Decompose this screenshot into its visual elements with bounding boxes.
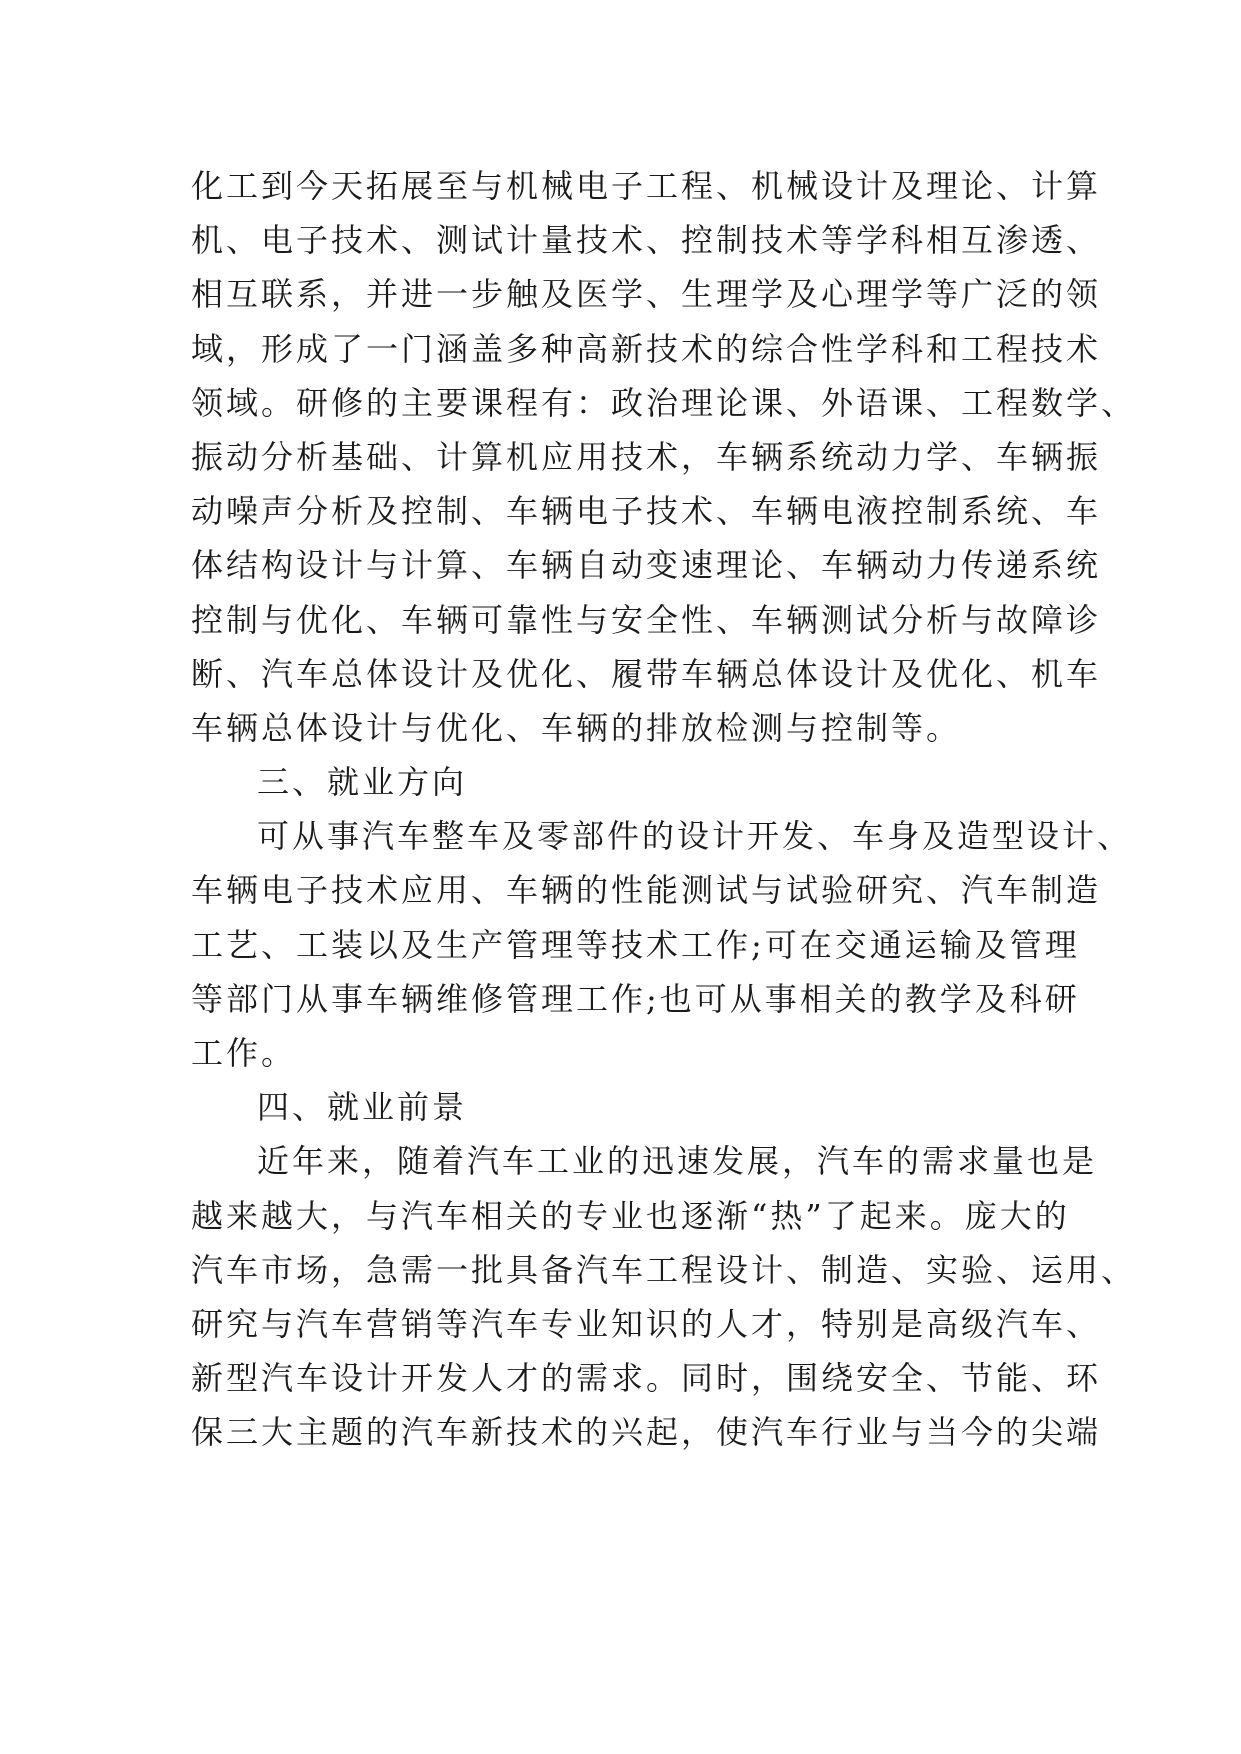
text-line: 越来越大，与汽车相关的专业也逐渐“热”了起来。庞大的: [191, 1196, 1070, 1235]
text-line: 机、电子技术、测试计量技术、控制技术等学科相互渗透、: [191, 221, 1102, 260]
text-line: 等部门从事车辆维修管理工作;也可从事相关的教学及科研: [191, 979, 1080, 1018]
text-line: 汽车市场，急需一批具备汽车工程设计、制造、实验、运用、: [191, 1250, 1137, 1289]
text-line: 车辆电子技术应用、车辆的性能测试与试验研究、汽车制造: [191, 871, 1102, 910]
text-line: 断、汽车总体设计及优化、履带车辆总体设计及优化、机车: [191, 654, 1102, 693]
text-line: 领域。研修的主要课程有：政治理论课、外语课、工程数学、: [191, 383, 1137, 422]
text-line: 研究与汽车营销等汽车专业知识的人才，特别是高级汽车、: [191, 1304, 1102, 1343]
text-line: 化工到今天拓展至与机械电子工程、机械设计及理论、计算: [191, 167, 1102, 205]
text-line: 相互联系，并进一步触及医学、生理学及心理学等广泛的领: [191, 275, 1102, 314]
text-line: 保三大主题的汽车新技术的兴起，使汽车行业与当今的尖端: [191, 1413, 1102, 1452]
text-line: 近年来，随着汽车工业的迅速发展，汽车的需求量也是: [257, 1142, 1098, 1181]
text-line: 域，形成了一门涵盖多种高新技术的综合性学科和工程技术: [191, 329, 1102, 368]
text-line: 可从事汽车整车及零部件的设计开发、车身及造型设计、: [257, 817, 1133, 856]
text-line: 工作。: [191, 1034, 297, 1072]
text-line: 动噪声分析及控制、车辆电子技术、车辆电液控制系统、车: [191, 492, 1102, 531]
section-heading-employment-prospects: 四、就业前景: [257, 1088, 468, 1127]
body-text: [191, 159, 1137, 1460]
text-line: 振动分析基础、计算机应用技术，车辆系统动力学、车辆振: [191, 437, 1102, 476]
text-line: 体结构设计与计算、车辆自动变速理论、车辆动力传递系统: [191, 546, 1102, 585]
text-line: 车辆总体设计与优化、车辆的排放检测与控制等。: [191, 708, 962, 747]
text-line: 控制与优化、车辆可靠性与安全性、车辆测试分析与故障诊: [191, 600, 1102, 639]
text-line: 新型汽车设计开发人才的需求。同时，围绕安全、节能、环: [191, 1359, 1102, 1398]
section-heading-employment-direction: 三、就业方向: [257, 763, 468, 802]
text-line: 工艺、工装以及生产管理等技术工作;可在交通运输及管理: [191, 925, 1080, 964]
